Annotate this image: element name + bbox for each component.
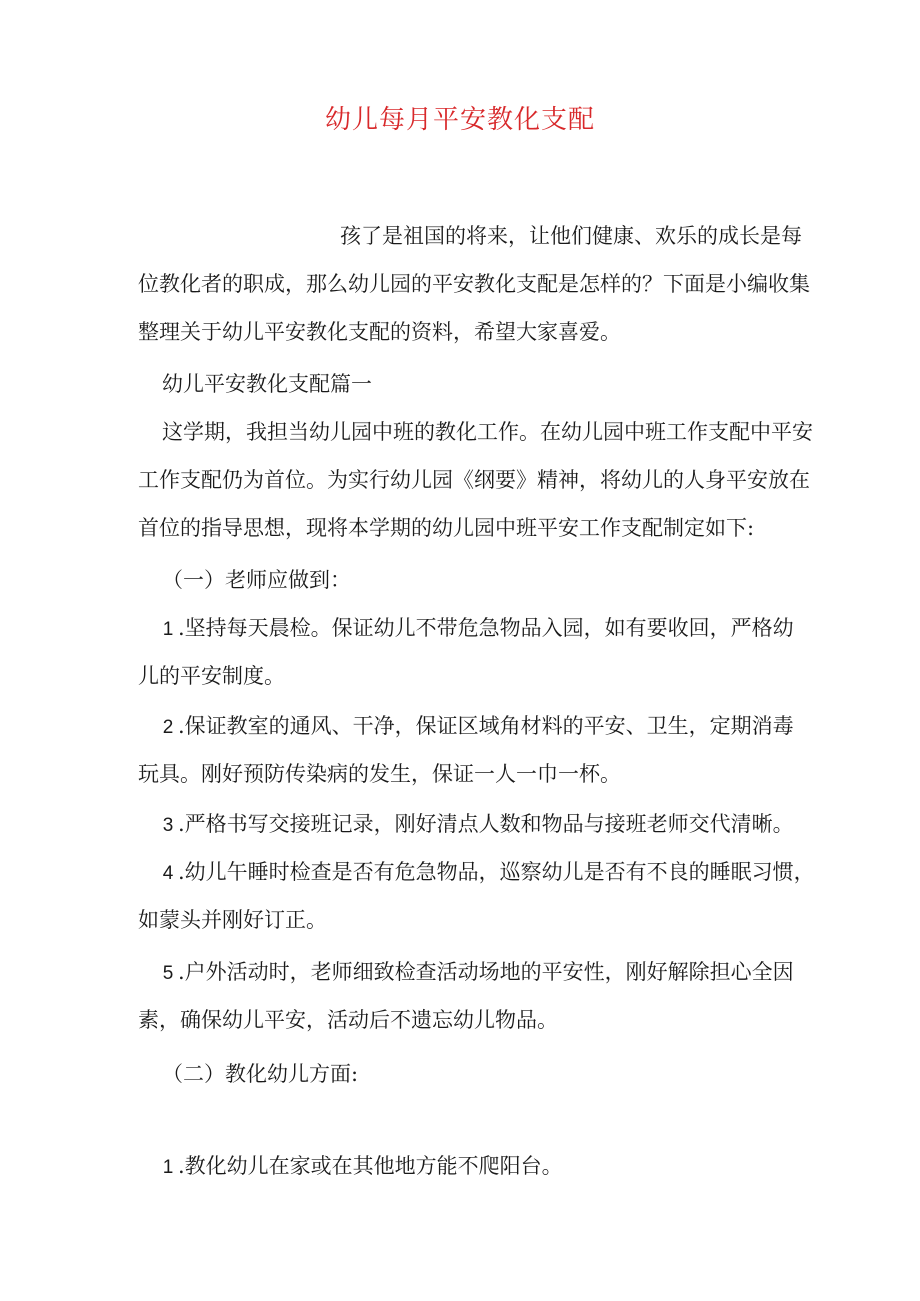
list-item-number: 2 (162, 717, 174, 738)
list-item-continuation: 素，确保幼儿平安，活动后不遗忘幼儿物品。 (138, 1008, 558, 1032)
list-item-continuation: 儿的平安制度。 (138, 664, 285, 688)
list-item (158, 1152, 563, 1182)
list-item-continuation: 如蒙头并刚好订正。 (138, 908, 327, 932)
list-item-text: .幼儿午睡时检查是否有危急物品，巡察幼儿是否有不良的睡眠习惯， (178, 860, 815, 884)
list-item-text: .坚持每天晨检。保证幼儿不带危急物品入园，如有要收回，严格幼 (178, 616, 794, 640)
list-item (158, 712, 794, 742)
part-2-heading: （二）教化幼儿方面: (162, 1062, 359, 1086)
list-item-text: .教化幼儿在家或在其他地方能不爬阳台。 (178, 1154, 563, 1178)
part-1-heading: （一）老师应做到： (162, 568, 351, 592)
list-item-continuation: 玩具。刚好预防传染病的发生，保证一人一巾一杯。 (138, 762, 621, 786)
paragraph-line-3: 首位的指导思想，现将本学期的幼儿园中班平安工作支配制定如下: (138, 516, 755, 540)
list-item (158, 614, 794, 644)
list-item (158, 958, 794, 988)
intro-line-2: 位教化者的职成，那么幼儿园的平安教化支配是怎样的？下面是小编收集 (138, 272, 810, 296)
list-item-number: 1 (162, 619, 174, 640)
document-title: 幼儿每月平安教化支配 (324, 105, 595, 135)
list-item (158, 858, 815, 888)
list-item-number: 4 (162, 863, 174, 884)
intro-line-3: 整理关于幼儿平安教化支配的资料，希望大家喜爱。 (138, 320, 621, 344)
list-item-number: 1 (162, 1157, 174, 1178)
list-item-text: .严格书写交接班记录，刚好清点人数和物品与接班老师交代清晰。 (178, 812, 794, 836)
intro-line-1: 孩了是祖国的将来，让他们健康、欢乐的成长是每 (340, 224, 802, 248)
list-item (158, 810, 794, 840)
list-item-text: .保证教室的通风、干净，保证区域角材料的平安、卫生，定期消毒 (178, 714, 794, 738)
paragraph-line-2: 工作支配仍为首位。为实行幼儿园《纲要》精神，将幼儿的人身平安放在 (138, 468, 810, 492)
section-heading: 幼儿平安教化支配篇一 (162, 372, 372, 396)
list-item-number: 3 (162, 815, 174, 836)
paragraph-line-1: 这学期，我担当幼儿园中班的教化工作。在幼儿园中班工作支配中平安 (162, 420, 813, 444)
list-item-number: 5 (162, 963, 174, 984)
list-item-text: .户外活动时，老师细致检查活动场地的平安性，刚好解除担心全因 (178, 960, 794, 984)
